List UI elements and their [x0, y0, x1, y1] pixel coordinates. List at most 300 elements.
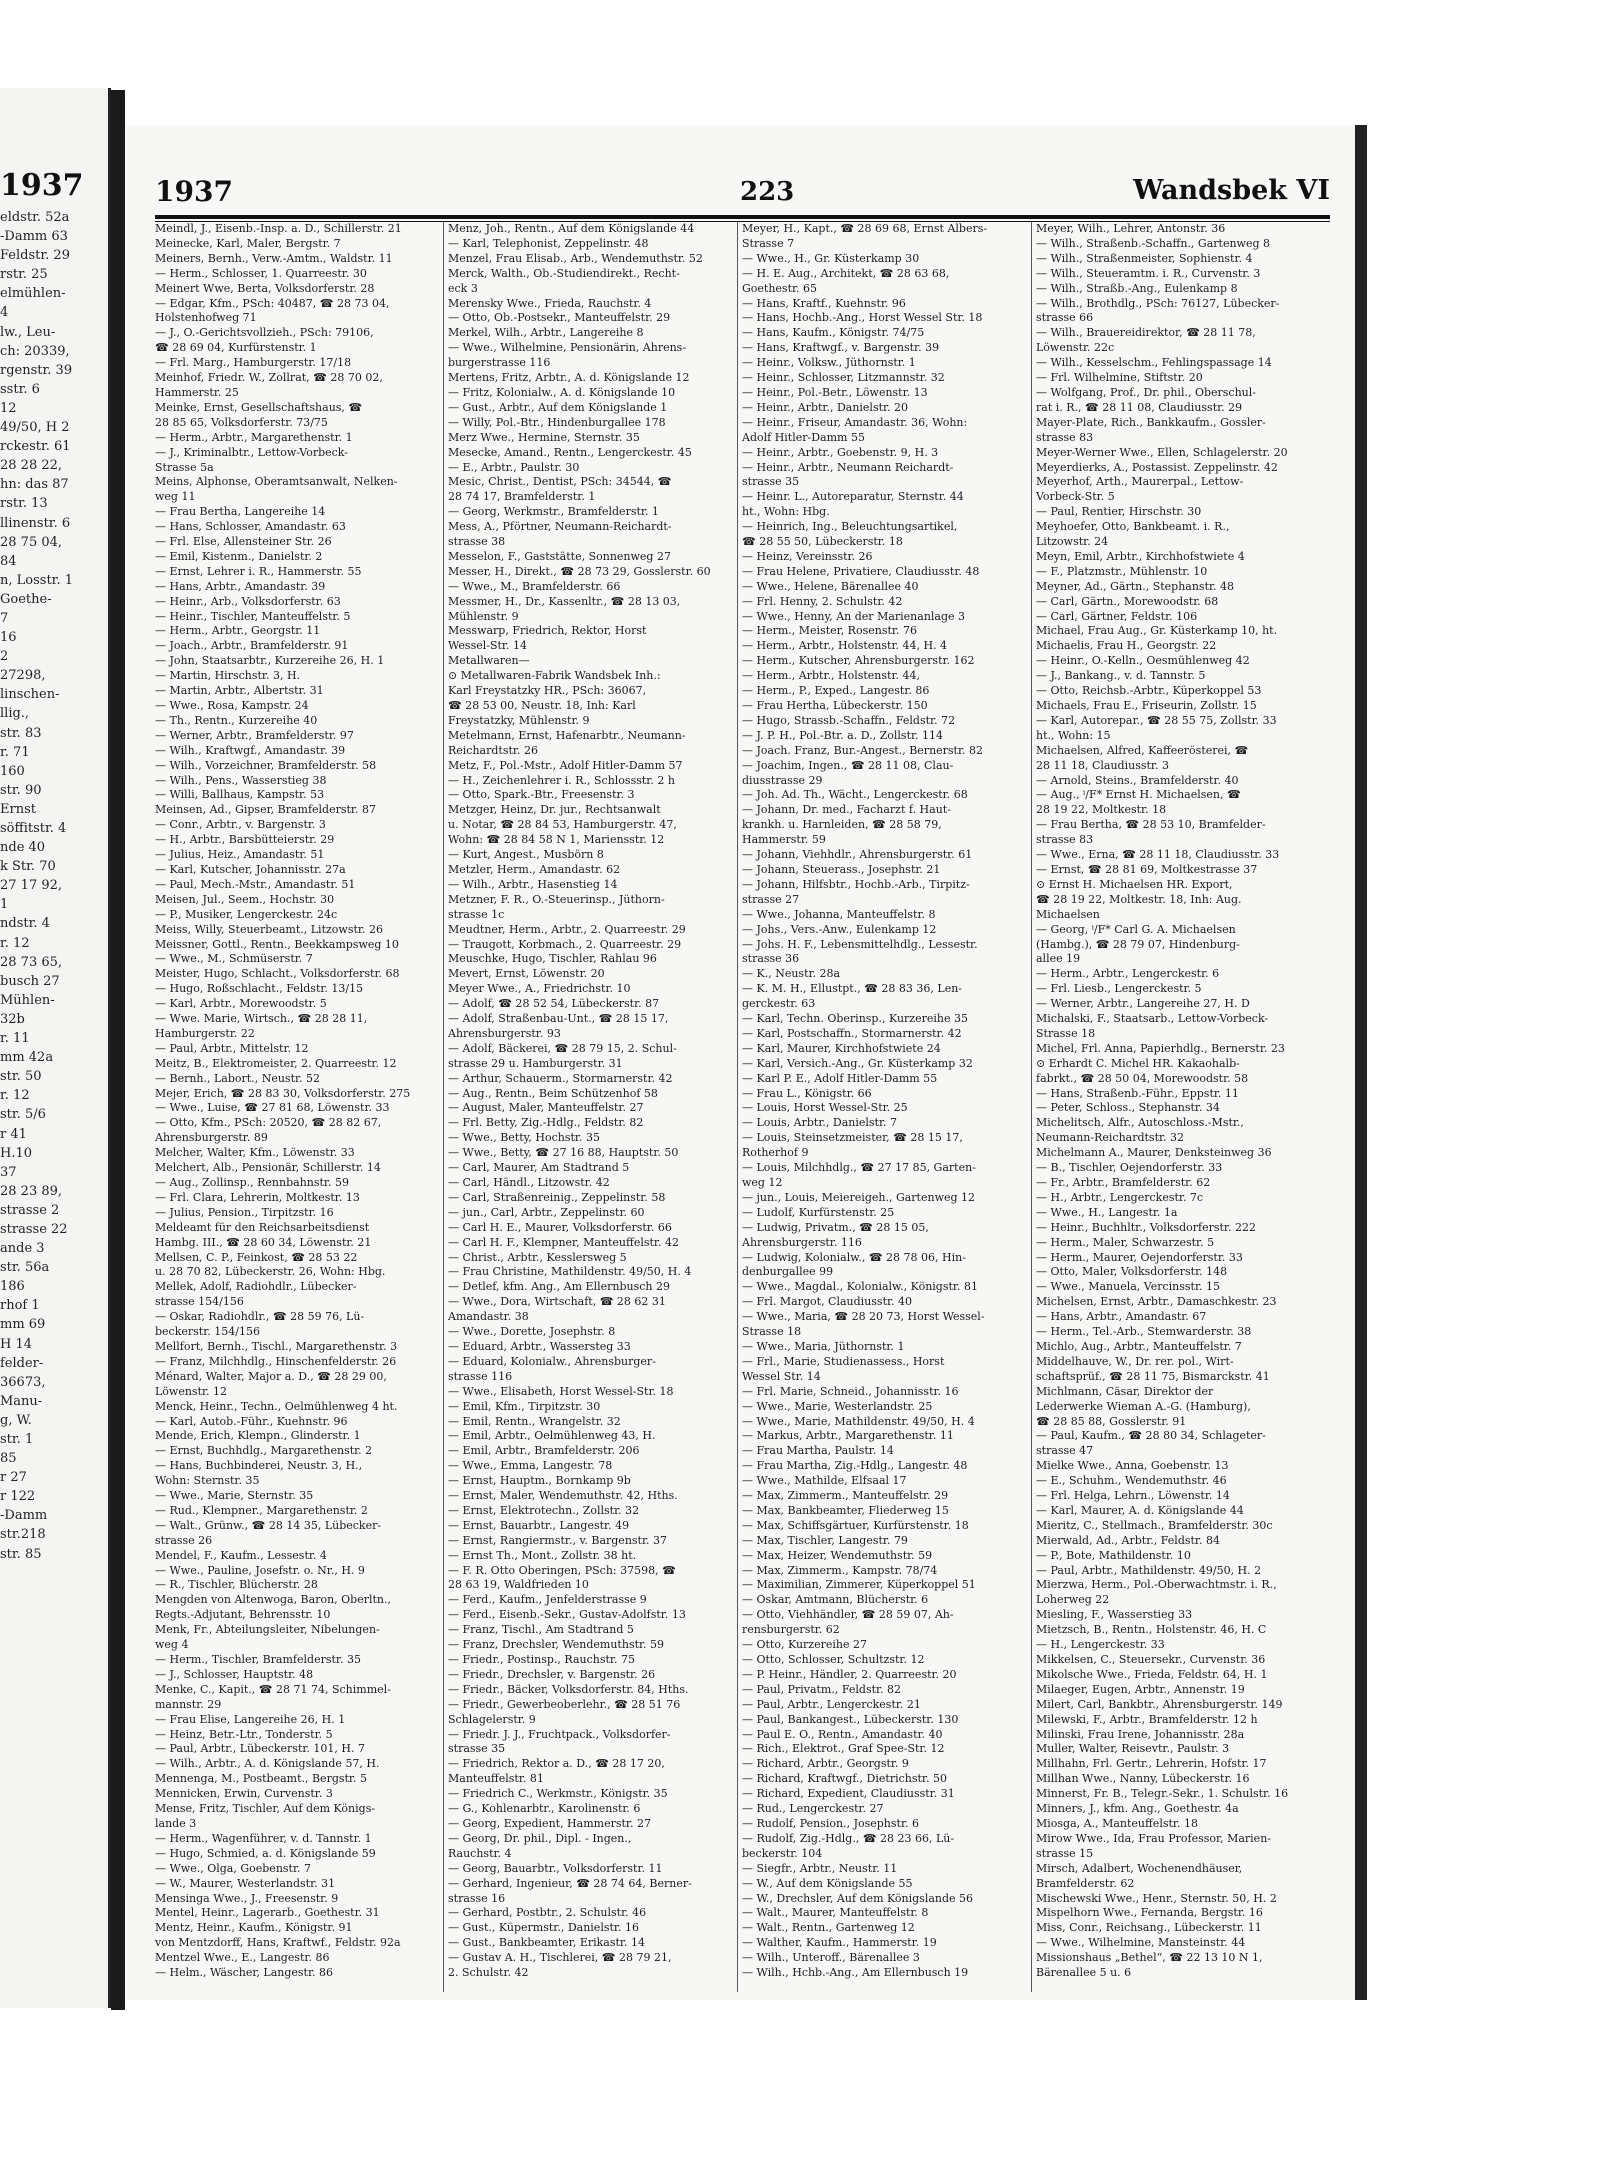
directory-entry: — Frl. Marie, Schneid., Johannisstr. 16: [742, 1384, 959, 1398]
directory-entry: Melcher, Walter, Kfm., Löwenstr. 33: [155, 1146, 355, 1160]
directory-entry: — Ernst, Lehrer i. R., Hammerstr. 55: [155, 564, 362, 578]
left-page-line: r. 12: [0, 1088, 30, 1104]
directory-entry: — Frl. Margot, Claudiusstr. 40: [742, 1295, 913, 1309]
directory-entry: Minnerst, Fr. B., Telegr.-Sekr., 1. Schulstr. 16: [1036, 1787, 1289, 1801]
left-page-line: ch: 20339,: [0, 343, 70, 359]
directory-entry: — Paul, Kaufm., ☎ 28 80 34, Schlageter-: [1036, 1429, 1266, 1443]
directory-entry: Millhan Wwe., Nanny, Lübeckerstr. 16: [1036, 1772, 1250, 1786]
directory-entry: — Karl, Telephonist, Zeppelinstr. 48: [448, 236, 649, 250]
directory-entry: — Frau Elise, Langereihe 26, H. 1: [155, 1712, 346, 1726]
directory-entry: Meinhof, Friedr. W., Zollrat, ☎ 28 70 02,: [155, 371, 383, 385]
directory-entry: Meyer, H., Kapt., ☎ 28 69 68, Ernst Albers-: [742, 222, 988, 235]
directory-entry: gerckestr. 63: [742, 997, 816, 1011]
left-page-line: hn: das 87: [0, 477, 69, 493]
left-page-lines: [0, 208, 108, 1564]
directory-entry: — Paul, Privatm., Feldstr. 82: [742, 1682, 902, 1696]
directory-entry: Metz, F., Pol.-Mstr., Adolf Hitler-Damm 57: [448, 758, 683, 772]
directory-entry: — Wwe., Marie, Westerlandstr. 25: [742, 1399, 933, 1413]
directory-entry: — August, Maler, Manteuffelstr. 27: [448, 1101, 644, 1115]
directory-entry: — Heinrich, Ing., Beleuchtungsartikel,: [742, 520, 958, 534]
directory-entry: Mendel, F., Kaufm., Lessestr. 4: [155, 1548, 327, 1562]
directory-entry: — Rich., Elektrot., Graf Spee-Str. 12: [742, 1742, 945, 1756]
directory-entry: — Kurt, Angest., Musbörn 8: [448, 848, 604, 862]
directory-entry: — Carl, Händl., Litzowstr. 42: [448, 1176, 610, 1189]
directory-entry: ☎ 28 19 22, Moltkestr. 18, Inh: Aug.: [1036, 892, 1242, 906]
directory-entry: Metzner, F. R., O.-Steuerinsp., Jüthorn-: [448, 892, 665, 906]
directory-entry: — Joh. Ad. Th., Wächt., Lengerckestr. 68: [742, 788, 968, 802]
left-page-line: 37: [0, 1164, 17, 1180]
directory-entry: — Emil, Kistenm., Danielstr. 2: [155, 549, 323, 563]
directory-entry: 28 63 19, Waldfrieden 10: [448, 1578, 589, 1592]
directory-entry: — Fritz, Kolonialw., A. d. Königslande 10: [448, 385, 676, 399]
directory-entry: — Aug., Rentn., Beim Schützenhof 58: [448, 1086, 658, 1100]
directory-entry: u. Notar, ☎ 28 84 53, Hamburgerstr. 47,: [448, 818, 677, 832]
directory-entry: schaftsprüf., ☎ 28 11 75, Bismarckstr. 41: [1036, 1369, 1270, 1383]
directory-entry: — F., Platzmstr., Mühlenstr. 10: [1036, 564, 1208, 578]
directory-entry: — Paul, Arbtr., Lübeckerstr. 101, H. 7: [155, 1742, 365, 1756]
left-page-line: Manu-: [0, 1393, 43, 1409]
directory-entry: — P. Heinr., Händler, 2. Quarreestr. 20: [742, 1667, 957, 1681]
directory-entry: — J., O.-Gerichtsvollzieh., PSch: 79106,: [155, 326, 374, 340]
directory-entry: — Carl, Gärtn., Morewoodstr. 68: [1036, 594, 1219, 608]
directory-entry: — Heinr., Tischler, Manteuffelstr. 5: [155, 609, 351, 623]
directory-entry: — Otto, Reichsb.-Arbtr., Küperkoppel 53: [1036, 684, 1262, 698]
directory-entry: — Ernst, Bauarbtr., Langestr. 49: [448, 1518, 630, 1532]
directory-entry: — Hans, Arbtr., Amandastr. 67: [1036, 1310, 1207, 1324]
directory-entry: — Georg, Bauarbtr., Volksdorferstr. 11: [448, 1861, 663, 1875]
directory-entry: — Martin, Arbtr., Albertstr. 31: [155, 684, 324, 698]
left-page-line: lw., Leu-: [0, 324, 56, 340]
directory-entry: strasse 83: [1036, 430, 1094, 444]
directory-entry: — Richard, Arbtr., Georgstr. 9: [742, 1757, 909, 1771]
directory-page: [125, 125, 1355, 2000]
directory-entry: allee 19: [1036, 952, 1081, 966]
directory-entry: Meitz, B., Elektromeister, 2. Quarreestr. 12: [155, 1056, 397, 1070]
directory-entry: — Wwe., Henny, An der Marienanlage 3: [742, 609, 966, 623]
directory-entry: — Herm., Arbtr., Lengerckestr. 6: [1036, 967, 1220, 981]
directory-entry: — Emil, Kfm., Tirpitzstr. 30: [448, 1399, 601, 1413]
directory-entry: — Adolf, Straßenbau-Unt., ☎ 28 15 17,: [448, 1012, 669, 1026]
directory-entry: Meins, Alphonse, Oberamtsanwalt, Nelken-: [155, 475, 398, 489]
directory-entry: u. 28 70 82, Lübeckerstr. 26, Wohn: Hbg.: [155, 1265, 386, 1279]
directory-entry: strasse 26: [155, 1533, 213, 1547]
directory-entry: — Edgar, Kfm., PSch: 40487, ☎ 28 73 04,: [155, 296, 390, 310]
directory-entry: Vorbeck-Str. 5: [1036, 490, 1115, 504]
directory-entry: — Frau Hertha, Lübeckerstr. 150: [742, 699, 928, 712]
directory-entry: Mensinga Wwe., J., Freesenstr. 9: [155, 1891, 339, 1905]
directory-entry: — Heinr., Arbtr., Neumann Reichardt-: [742, 460, 954, 474]
left-page-line: llig.,: [0, 706, 30, 722]
directory-entry: — R., Tischler, Blücherstr. 28: [155, 1578, 318, 1592]
directory-entry: — Johs. H. F., Lebensmittelhdlg., Lessestr.: [742, 937, 978, 951]
directory-entry: — Rud., Lengerckestr. 27: [742, 1802, 884, 1816]
directory-entry: — Gust., Bankbeamter, Erikastr. 14: [448, 1936, 645, 1950]
directory-entry: — Friedr. J. J., Fruchtpack., Volksdorfer-: [448, 1727, 671, 1741]
directory-entry: Menck, Heinr., Techn., Oelmühlenweg 4 ht.: [155, 1399, 398, 1413]
directory-entry: — P., Bote, Mathildenstr. 10: [1036, 1548, 1191, 1562]
directory-entry: — Wwe., Dorette, Josephstr. 8: [448, 1325, 616, 1339]
directory-entry: — Julius, Pension., Tirpitzstr. 16: [155, 1205, 334, 1219]
directory-entry: beckerstr. 104: [742, 1846, 823, 1860]
directory-entry: Mietzsch, B., Rentn., Holstenstr. 46, H. C: [1036, 1623, 1267, 1637]
directory-entry: Mentzel Wwe., E., Langestr. 86: [155, 1951, 330, 1965]
directory-entry: Meindl, J., Eisenb.-Insp. a. D., Schillerstr. 21: [155, 222, 402, 235]
left-page-line: rhof 1: [0, 1298, 40, 1314]
directory-entry: — J., Schlosser, Hauptstr. 48: [155, 1667, 314, 1681]
directory-entry: Menzel, Frau Elisab., Arb., Wendemuthstr. 52: [448, 251, 703, 265]
directory-entry: Miesling, F., Wasserstieg 33: [1036, 1608, 1193, 1622]
directory-entry: strasse 154/156: [155, 1295, 244, 1309]
directory-entry: Michaelis, Frau H., Georgstr. 22: [1036, 639, 1217, 653]
directory-entry: Milinski, Frau Irene, Johannisstr. 28a: [1036, 1727, 1245, 1741]
directory-entry: — Rud., Klempner., Margarethenstr. 2: [155, 1503, 368, 1517]
directory-entry: Strasse 18: [742, 1325, 802, 1339]
directory-entry: — B., Tischler, Oejendorferstr. 33: [1036, 1161, 1223, 1175]
directory-entry: — Gerhard, Ingenieur, ☎ 28 74 64, Berner-: [448, 1876, 692, 1890]
directory-entry: Middelhauve, W., Dr. rer. pol., Wirt-: [1036, 1354, 1234, 1368]
directory-entry: — Louis, Milchhdlg., ☎ 27 17 85, Garten-: [742, 1161, 976, 1175]
directory-entry: — Wilh., Unteroff., Bärenallee 3: [742, 1951, 920, 1965]
directory-column-1: [155, 222, 442, 1992]
directory-entry: — Karl, Techn. Oberinsp., Kurzereihe 35: [742, 1012, 968, 1026]
directory-entry: Mirsch, Adalbert, Wochenendhäuser,: [1036, 1861, 1243, 1875]
directory-entry: strasse 116: [448, 1369, 513, 1383]
directory-entry: — Wwe., H., Langestr. 1a: [1036, 1205, 1178, 1219]
directory-entry: Mühlenstr. 9: [448, 609, 519, 623]
directory-entry: — Helm., Wäscher, Langestr. 86: [155, 1966, 333, 1980]
directory-entry: — H., Arbtr., Barsbütteierstr. 29: [155, 833, 335, 847]
directory-entry: Michaelsen, Alfred, Kaffeerösterei, ☎: [1036, 743, 1249, 757]
directory-entry: — W., Maurer, Westerlandstr. 31: [155, 1876, 336, 1890]
left-page-line: busch 27: [0, 973, 60, 989]
directory-entry: — Wwe., Magdal., Kolonialw., Königstr. 81: [742, 1280, 978, 1294]
directory-entry: — Traugott, Korbmach., 2. Quarreestr. 29: [448, 937, 682, 951]
directory-entry: Metallwaren—: [448, 654, 530, 668]
directory-entry: denburgallee 99: [742, 1265, 834, 1279]
directory-entry: — Ernst, Buchhdlg., Margarethenstr. 2: [155, 1444, 373, 1458]
directory-entry: Hamburgerstr. 22: [155, 1026, 255, 1040]
left-page-year: 1937: [0, 168, 84, 203]
directory-entry: Meyhoefer, Otto, Bankbeamt. i. R.,: [1036, 520, 1230, 534]
directory-entry: — Max, Heizer, Wendemuthstr. 59: [742, 1548, 933, 1562]
directory-entry: — Wwe., Erna, ☎ 28 11 18, Claudiusstr. 33: [1036, 848, 1280, 862]
directory-entry: — Frl. Marg., Hamburgerstr. 17/18: [155, 356, 352, 370]
directory-entry: — K. M. H., Ellustpt., ☎ 28 83 36, Len-: [742, 982, 963, 996]
directory-entry: strasse 83: [1036, 833, 1094, 847]
left-page-line: str. 1: [0, 1432, 34, 1447]
directory-entry: — Wilh., Straßenmeister, Sophienstr. 4: [1036, 251, 1253, 265]
directory-entry: — J., Kriminalbtr., Lettow-Vorbeck-: [155, 445, 348, 459]
directory-entry: Ahrensburgerstr. 116: [742, 1235, 862, 1249]
directory-entry: diusstrasse 29: [742, 773, 823, 787]
directory-entry: ☎ 28 69 04, Kurfürstenstr. 1: [155, 341, 317, 355]
directory-entry: strasse 15: [1036, 1846, 1094, 1860]
directory-entry: Mikkelsen, C., Steuersekr., Curvenstr. 36: [1036, 1653, 1266, 1666]
directory-entry: ⊙ Metallwaren-Fabrik Wandsbek Inh.:: [448, 669, 661, 683]
directory-entry: — Max, Tischler, Langestr. 79: [742, 1533, 908, 1547]
directory-entry: — Gust., Arbtr., Auf dem Königslande 1: [448, 400, 668, 414]
directory-entry: weg 11: [155, 490, 196, 504]
directory-entry: Meiss, Willy, Steuerbeamt., Litzowstr. 26: [155, 922, 383, 936]
directory-entry: — Karl, Kutscher, Johannisstr. 27a: [155, 862, 346, 876]
directory-entry: — Rudolf, Pension., Josephstr. 6: [742, 1816, 919, 1830]
directory-entry: — Paul, Arbtr., Mittelstr. 12: [155, 1041, 309, 1055]
directory-entry: Mense, Fritz, Tischler, Auf dem Königs-: [155, 1802, 376, 1816]
directory-entry: — Paul, Arbtr., Lengerckestr. 21: [742, 1697, 921, 1711]
directory-entry: — Julius, Heiz., Amandastr. 51: [155, 848, 325, 862]
directory-entry: Michelitsch, Alfr., Autoschloss.-Mstr.,: [1036, 1116, 1244, 1130]
directory-entry: Mevert, Ernst, Löwenstr. 20: [448, 967, 605, 981]
directory-entry: Lederwerke Wieman A.-G. (Hamburg),: [1036, 1399, 1251, 1413]
directory-entry: Mengden von Altenwoga, Baron, Oberltn.,: [155, 1593, 392, 1607]
directory-entry: — Hans, Kraftf., Kuehnstr. 96: [742, 296, 906, 310]
directory-entry: Ahrensburgerstr. 89: [155, 1131, 268, 1145]
directory-entry: — Siegfr., Arbtr., Neustr. 11: [742, 1861, 898, 1875]
directory-entry: — Hans, Kaufm., Königstr. 74/75: [742, 326, 925, 340]
directory-entry: Rauchstr. 4: [448, 1846, 512, 1860]
directory-entry: Meyer Wwe., A., Friedrichstr. 10: [448, 982, 631, 996]
directory-entry: — Herm., Wagenführer, v. d. Tannstr. 1: [155, 1831, 372, 1845]
directory-entry: — Herm., Maurer, Oejendorferstr. 33: [1036, 1250, 1243, 1264]
directory-entry: — Wwe., Johanna, Manteuffelstr. 8: [742, 907, 936, 921]
directory-entry: Meudtner, Herm., Arbtr., 2. Quarreestr. 29: [448, 922, 686, 936]
directory-entry: Wohn: Sternstr. 35: [155, 1474, 260, 1488]
directory-entry: 28 74 17, Bramfelderstr. 1: [448, 490, 596, 504]
directory-entry: — Ferd., Kaufm., Jenfelderstrasse 9: [448, 1593, 647, 1607]
directory-entry: — Wilh., Hchb.-Ang., Am Ellernbusch 19: [742, 1966, 969, 1980]
directory-entry: — Walt., Rentn., Gartenweg 12: [742, 1921, 915, 1935]
directory-entry: — Otto, Maler, Volksdorferstr. 148: [1036, 1265, 1228, 1279]
left-page-line: nde 40: [0, 840, 46, 856]
directory-entry: — Herm., Schlosser, 1. Quarreestr. 30: [155, 266, 367, 280]
directory-entry: — Martin, Hirschstr. 3, H.: [155, 669, 301, 683]
left-page-line: rckestr. 61: [0, 439, 71, 455]
directory-entry: — Gustav A. H., Tischlerei, ☎ 28 79 21,: [448, 1951, 672, 1965]
directory-entry: — Herm., Arbtr., Holstenstr. 44,: [742, 669, 920, 683]
book-gutter: [111, 90, 125, 2010]
directory-entry: — Richard, Expedient, Claudiusstr. 31: [742, 1787, 955, 1801]
directory-entry: — Ludolf, Kurfürstenstr. 25: [742, 1205, 895, 1219]
directory-entry: Meyer-Werner Wwe., Ellen, Schlagelerstr. 20: [1036, 445, 1288, 459]
left-page-line: strasse 2: [0, 1202, 60, 1218]
directory-entry: — jun., Louis, Meiereigeh., Gartenweg 12: [742, 1190, 976, 1204]
directory-entry: — Fr., Arbtr., Bramfelderstr. 62: [1036, 1176, 1211, 1189]
directory-entry: Wohn: ☎ 28 84 58 N 1, Mariensstr. 12: [448, 833, 665, 847]
directory-entry: Melchert, Alb., Pensionär, Schillerstr. 14: [155, 1161, 381, 1175]
directory-column-2: [448, 222, 735, 1992]
directory-entry: weg 4: [155, 1638, 189, 1652]
directory-entry: — Wwe., H., Gr. Küsterkamp 30: [742, 251, 920, 265]
column-divider: [443, 222, 444, 1992]
directory-entry: Metelmann, Ernst, Hafenarbtr., Neumann-: [448, 728, 686, 742]
directory-entry: ☎ 28 55 50, Lübeckerstr. 18: [742, 535, 903, 549]
directory-entry: fabrkt., ☎ 28 50 04, Morewoodstr. 58: [1036, 1071, 1249, 1085]
directory-entry: — Wwe., Mathilde, Elfsaal 17: [742, 1474, 907, 1488]
directory-entry: strasse 66: [1036, 311, 1094, 325]
directory-entry: — Detlef, kfm. Ang., Am Ellernbusch 29: [448, 1280, 670, 1294]
directory-entry: — Friedr., Postinsp., Rauchstr. 75: [448, 1653, 635, 1666]
directory-entry: Miss, Conr., Reichsang., Lübeckerstr. 11: [1036, 1921, 1262, 1935]
directory-entry: — Hans, Hochb.-Ang., Horst Wessel Str. 18: [742, 311, 983, 325]
directory-entry: — Wwe., Wilhelmine, Mansteinstr. 44: [1036, 1936, 1246, 1950]
left-page-line: Feldstr. 29: [0, 248, 70, 264]
directory-entry: Amandastr. 38: [448, 1310, 529, 1324]
directory-entry: rensburgerstr. 62: [742, 1623, 840, 1637]
directory-entry: Michel, Frl. Anna, Papierhdlg., Bernerstr. 23: [1036, 1041, 1285, 1055]
directory-entry: — Th., Rentn., Kurzereihe 40: [155, 713, 318, 727]
directory-entry: — Markus, Arbtr., Margarethenstr. 11: [742, 1429, 954, 1443]
directory-entry: Mellsen, C. P., Feinkost, ☎ 28 53 22: [155, 1250, 358, 1264]
directory-entry: 28 19 22, Moltkestr. 18: [1036, 803, 1167, 817]
directory-entry: — Joachim, Ingen., ☎ 28 11 08, Clau-: [742, 758, 954, 772]
directory-entry: Bramfelderstr. 62: [1036, 1876, 1135, 1890]
directory-entry: Löwenstr. 22c: [1036, 341, 1115, 355]
directory-entry: — Peter, Schloss., Stephanstr. 34: [1036, 1101, 1220, 1115]
directory-entry: — Frl. Else, Allensteiner Str. 26: [155, 535, 332, 549]
directory-entry: — Wilh., Arbtr., A. d. Königslande 57, H.: [155, 1757, 380, 1771]
directory-entry: Meyerdierks, A., Postassist. Zeppelinstr. 42: [1036, 460, 1278, 474]
directory-entry: — Paul, Mech.-Mstr., Amandastr. 51: [155, 877, 356, 891]
directory-entry: Adolf Hitler-Damm 55: [742, 430, 865, 444]
left-page-line: 186: [0, 1279, 25, 1295]
directory-entry: Metzger, Heinz, Dr. jur., Rechtsanwalt: [448, 803, 661, 817]
directory-entry: — Carl H. F., Klempner, Manteuffelstr. 42: [448, 1235, 679, 1249]
left-page-line: elmühlen-: [0, 286, 66, 302]
left-page-line: 160: [0, 763, 25, 779]
directory-entry: — Carl, Maurer, Am Stadtrand 5: [448, 1161, 630, 1175]
directory-entry: lande 3: [155, 1816, 197, 1830]
directory-entry: — Wwe., Olga, Goebenstr. 7: [155, 1861, 312, 1875]
directory-entry: — Carl, Gärtner, Feldstr. 106: [1036, 609, 1198, 623]
directory-entry: — Franz, Drechsler, Wendemuthstr. 59: [448, 1638, 665, 1652]
directory-entry: weg 12: [742, 1176, 783, 1189]
directory-entry: — Heinr., Volksw., Jüthornstr. 1: [742, 356, 916, 370]
left-page-line: mm 69: [0, 1317, 46, 1333]
left-page-line: Goethe-: [0, 591, 52, 607]
directory-entry: — Ernst, ☎ 28 81 69, Moltkestrasse 37: [1036, 862, 1258, 876]
directory-entry: ☎ 28 85 88, Gosslerstr. 91: [1036, 1414, 1187, 1428]
directory-entry: Mentel, Heinr., Lagerarb., Goethestr. 31: [155, 1906, 380, 1920]
directory-entry: — Frau Bertha, Langereihe 14: [155, 505, 326, 519]
directory-entry: — Louis, Horst Wessel-Str. 25: [742, 1101, 908, 1115]
directory-entry: — Frl. Betty, Zig.-Hdlg., Feldstr. 82: [448, 1116, 644, 1130]
directory-entry: — Heinr., Arb., Volksdorferstr. 63: [155, 594, 341, 608]
directory-entry: — Frl. Clara, Lehrerin, Moltkestr. 13: [155, 1190, 360, 1204]
directory-entry: — Georg, Expedient, Hammerstr. 27: [448, 1816, 651, 1830]
left-page-line: 2: [0, 649, 9, 665]
directory-entry: — Wwe., Maria, ☎ 28 20 73, Horst Wessel-: [742, 1310, 985, 1324]
directory-entry: Mierzwa, Herm., Pol.-Oberwachtmstr. i. R.,: [1036, 1578, 1277, 1592]
directory-entry: strasse 29 u. Hamburgerstr. 31: [448, 1056, 623, 1070]
directory-entry: — Heinz, Vereinsstr. 26: [742, 549, 873, 563]
directory-entry: — Frau L., Königstr. 66: [742, 1086, 872, 1100]
directory-entry: — Oskar, Amtmann, Blücherstr. 6: [742, 1593, 929, 1607]
left-page-line: 28 73 65,: [0, 954, 63, 970]
directory-entry: — Karl, Autob.-Führ., Kuehnstr. 96: [155, 1414, 348, 1428]
left-page-line: r 27: [0, 1470, 27, 1486]
directory-entry: — Herm., Maler, Schwarzestr. 5: [1036, 1235, 1215, 1249]
directory-entry: — Johann, Viehhdlr., Ahrensburgerstr. 61: [742, 848, 973, 862]
directory-entry: krankh. u. Harnleiden, ☎ 28 58 79,: [742, 818, 942, 832]
directory-entry: Messer, H., Direkt., ☎ 28 73 29, Gosslerstr. 60: [448, 564, 711, 578]
directory-entry: — Herm., Kutscher, Ahrensburgerstr. 162: [742, 654, 975, 668]
directory-entry: Meister, Hugo, Schlacht., Volksdorferstr. 68: [155, 967, 400, 981]
directory-entry: — Frau Martha, Paulstr. 14: [742, 1444, 894, 1458]
left-page-line: 49/50, H 2: [0, 420, 70, 436]
directory-entry: — Wwe., Manuela, Vercinsstr. 15: [1036, 1280, 1221, 1294]
left-page-line: rstr. 25: [0, 267, 48, 283]
directory-entry: — Frau Helene, Privatiere, Claudiusstr. 48: [742, 564, 980, 578]
directory-entry: Minners, J., kfm. Ang., Goethestr. 4a: [1036, 1802, 1239, 1816]
left-page-line: söffitstr. 4: [0, 821, 67, 836]
directory-entry: — Karl, Postschaffn., Stormarnerstr. 42: [742, 1026, 962, 1040]
directory-entry: — Frau Martha, Zig.-Hdlg., Langestr. 48: [742, 1459, 968, 1473]
directory-entry: — Frl. Liesb., Lengerckestr. 5: [1036, 982, 1202, 996]
directory-entry: Merkel, Wilh., Arbtr., Langereihe 8: [448, 326, 644, 340]
directory-entry: — Arnold, Steins., Bramfelderstr. 40: [1036, 773, 1239, 787]
left-page-line: 27298,: [0, 668, 46, 684]
directory-entry: — Heinz, Betr.-Ltr., Tonderstr. 5: [155, 1727, 333, 1741]
directory-entry: — Max, Schiffsgärtuer, Kurfürstenstr. 18: [742, 1518, 969, 1532]
directory-entry: Mikolsche Wwe., Frieda, Feldstr. 64, H. 1: [1036, 1667, 1268, 1681]
directory-entry: — Hugo, Strassb.-Schaffn., Feldstr. 72: [742, 713, 956, 727]
left-page-line: 84: [0, 553, 17, 569]
directory-entry: — Eduard, Kolonialw., Ahrensburger-: [448, 1354, 656, 1368]
directory-entry: Mierwald, Ad., Arbtr., Feldstr. 84: [1036, 1533, 1220, 1547]
directory-entry: — Otto, Kurzereihe 27: [742, 1638, 867, 1652]
directory-entry: eck 3: [448, 281, 478, 295]
directory-entry: — Ernst, Rangiermstr., v. Bargenstr. 37: [448, 1533, 668, 1547]
directory-entry: — Wilh., Brothdlg., PSch: 76127, Lübecker-: [1036, 296, 1280, 310]
directory-entry: Mertens, Fritz, Arbtr., A. d. Königslande 12: [448, 371, 690, 385]
directory-entry: Schlagelerstr. 9: [448, 1712, 536, 1726]
directory-entry: ⊙ Erhardt C. Michel HR. Kakaohalb-: [1036, 1056, 1240, 1070]
directory-entry: 28 11 18, Claudiusstr. 3: [1036, 758, 1169, 772]
directory-entry: — Paul, Arbtr., Mathildenstr. 49/50, H. 2: [1036, 1563, 1262, 1577]
directory-entry: — J., Bankang., v. d. Tannstr. 5: [1036, 669, 1206, 683]
directory-entry: Freystatzky, Mühlenstr. 9: [448, 713, 590, 727]
left-page-line: ande 3: [0, 1241, 45, 1257]
directory-entry: — Willy, Pol.-Btr., Hindenburgallee 178: [448, 415, 666, 429]
directory-entry: Mende, Erich, Klempn., Glinderstr. 1: [155, 1429, 361, 1443]
directory-entry: Meissner, Gottl., Rentn., Beekkampsweg 10: [155, 937, 399, 951]
left-page-line: r 122: [0, 1489, 36, 1505]
directory-entry: — Otto, Kfm., PSch: 20520, ☎ 28 82 67,: [155, 1116, 382, 1130]
directory-entry: strasse 35: [448, 1742, 506, 1756]
directory-entry: — Herm., Arbtr., Margarethenstr. 1: [155, 430, 353, 444]
directory-entry: — Hans, Kraftwgf., v. Bargenstr. 39: [742, 341, 940, 355]
directory-entry: — J. P. H., Pol.-Btr. a. D., Zollstr. 114: [742, 728, 944, 742]
left-page-line: 36673,: [0, 1374, 46, 1390]
directory-entry: — P., Musiker, Lengerckestr. 24c: [155, 907, 338, 921]
directory-entry: — Wilh., Straßb.-Ang., Eulenkamp 8: [1036, 281, 1238, 295]
directory-entry: — H., Lengerckestr. 33: [1036, 1638, 1165, 1652]
directory-entry: — Wolfgang, Prof., Dr. phil., Oberschul-: [1036, 385, 1256, 399]
directory-entry: — Ludwig, Kolonialw., ☎ 28 78 06, Hin-: [742, 1250, 966, 1264]
directory-entry: — Wilh., Steueramtm. i. R., Curvenstr. 3: [1036, 266, 1261, 280]
directory-entry: — Wwe., Rosa, Kampstr. 24: [155, 699, 309, 712]
directory-entry: — Friedrich C., Werkmstr., Königstr. 35: [448, 1787, 668, 1801]
left-page-line: n, Losstr. 1: [0, 572, 73, 588]
directory-entry: — John, Staatsarbtr., Kurzereihe 26, H. 1: [155, 654, 385, 668]
directory-entry: Manteuffelstr. 81: [448, 1772, 544, 1786]
directory-entry: Milert, Carl, Bankbtr., Ahrensburgerstr. 149: [1036, 1697, 1283, 1711]
directory-entry: — Heinr. L., Autoreparatur, Sternstr. 44: [742, 490, 964, 504]
directory-entry: Merz Wwe., Hermine, Sternstr. 35: [448, 430, 640, 444]
directory-entry: — Otto, Viehhändler, ☎ 28 59 07, Ah-: [742, 1608, 954, 1622]
directory-entry: burgerstrasse 116: [448, 356, 551, 370]
directory-entry: — Karl, Maurer, A. d. Königslande 44: [1036, 1503, 1244, 1517]
